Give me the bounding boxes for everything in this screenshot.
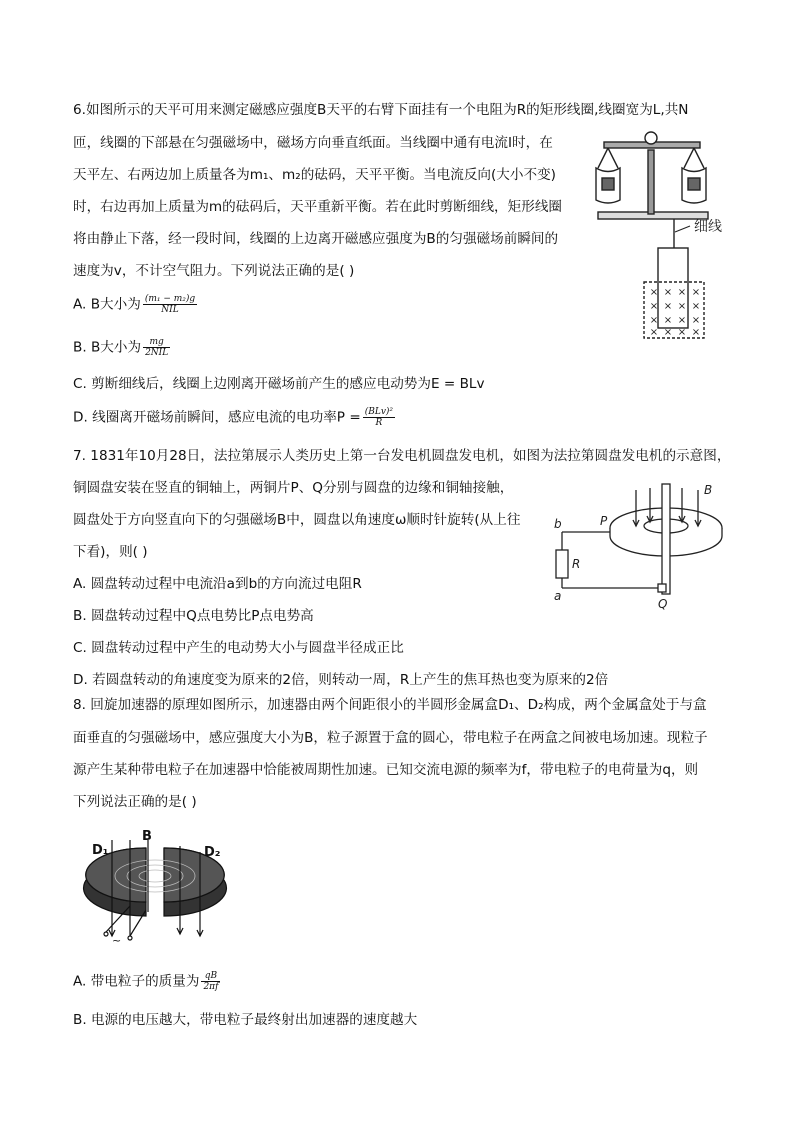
label-q: Q (658, 597, 668, 611)
label-d2: D₂ (204, 845, 221, 860)
thread-label: 细线 (694, 219, 722, 235)
svg-text:×: × (677, 287, 687, 298)
q6-option-d-numerator: (BLv)² (364, 407, 394, 417)
q6-option-b-fraction (143, 337, 170, 358)
svg-text:×: × (649, 315, 659, 326)
q7-option-b: B. 圆盘转动过程中Q点电势比P点电势高 (73, 608, 314, 624)
svg-text:×: × (677, 327, 687, 338)
label-r: R (572, 557, 581, 571)
q6-option-d-fraction (363, 407, 395, 428)
balance-figure (578, 120, 738, 345)
svg-text:×: × (691, 287, 701, 298)
q6-option-c: C. 剪断细线后，线圈上边刚离开磁场前产生的感应电动势为E = BLv (73, 376, 485, 392)
q8-option-a-fraction (201, 971, 220, 992)
q7-option-d: D. 若圆盘转动的角速度变为原来的2倍，则转动一周，R上产生的焦耳热也变为原来的2倍 (73, 672, 609, 688)
q6-option-d (73, 407, 395, 428)
q7-line-4: 下看)，则( ) (73, 544, 148, 560)
svg-text:×: × (663, 315, 673, 326)
svg-text:×: × (677, 301, 687, 312)
q8-option-b: B. 电源的电压越大，带电粒子最终射出加速器的速度越大 (73, 1012, 418, 1028)
svg-text:×: × (663, 301, 673, 312)
svg-text:×: × (663, 287, 673, 298)
q8-option-a (73, 971, 220, 992)
q6-option-b-numerator: mg (143, 337, 170, 348)
label-ac-source: ~ (112, 934, 122, 947)
q8-line-4: 下列说法正确的是( ) (73, 794, 197, 810)
label-a: a (554, 589, 562, 603)
svg-text:×: × (663, 327, 673, 338)
q8-option-a-denominator: 2πf (203, 982, 219, 992)
q8-line-1: 8. 回旋加速器的原理如图所示，加速器由两个间距很小的半圆形金属盒D₁、D₂构成，两个金属盒处于与盒 (73, 697, 707, 713)
q6-line-4: 时，右边再加上质量为m的砝码后，天平重新平衡。若在此时剪断细线，矩形线圈 (73, 199, 563, 215)
q6-option-a-fraction (143, 294, 197, 315)
q6-line-1: 6.如图所示的天平可用来测定磁感应强度B天平的右臂下面挂有一个电阻为R的矩形线圈,线圈宽为L,共N (73, 102, 689, 118)
q7-line-3: 圆盘处于方向竖直向下的匀强磁场B中，圆盘以角速度ω顺时针旋转(从上往 (73, 512, 521, 528)
svg-text:×: × (677, 315, 687, 326)
q6-option-a (73, 294, 197, 315)
q6-option-b-denominator: 2NIL (145, 348, 169, 358)
q6-option-a-numerator: (m₁ − m₂)g (144, 294, 196, 304)
q8-option-a-numerator: qB (201, 971, 220, 982)
q6-line-5: 将由静止下落，经一段时间，线圈的上边离开磁感应强度为B的匀强磁场前瞬间的 (73, 231, 559, 247)
cyclotron-figure (80, 826, 240, 948)
q6-option-d-denominator: R (375, 418, 383, 428)
q6-option-b (73, 337, 170, 358)
q7-line-1: 7. 1831年10月28日，法拉第展示人类历史上第一台发电机圆盘发电机，如图为法拉第圆盘发电机的示意图， (73, 448, 731, 464)
q6-line-6: 速度为v，不计空气阻力。下列说法正确的是( ) (73, 263, 355, 279)
q6-option-a-text: A. B大小为 (73, 296, 141, 313)
svg-text:×: × (649, 301, 659, 312)
q8-option-a-text: A. 带电粒子的质量为 (73, 973, 200, 990)
q8-line-2: 面垂直的匀强磁场中，感应强度大小为B，粒子源置于盒的圆心，带电粒子在两盒之间被电场加速。现粒子 (73, 730, 708, 746)
q6-option-d-text: D. 线圈离开磁场前瞬间，感应电流的电功率P = (73, 409, 361, 426)
svg-text:×: × (649, 327, 659, 338)
label-field-b: B (142, 829, 152, 844)
svg-text:×: × (691, 301, 701, 312)
svg-text:×: × (691, 315, 701, 326)
q6-option-a-denominator: NIL (161, 305, 179, 315)
faraday-disc-figure (548, 478, 738, 612)
q7-option-c: C. 圆盘转动过程中产生的电动势大小与圆盘半径成正比 (73, 640, 404, 656)
label-d1: D₁ (92, 843, 109, 858)
q6-line-2: 匝，线圈的下部悬在匀强磁场中，磁场方向垂直纸面。当线圈中通有电流I时，在 (73, 135, 553, 151)
q7-option-a: A. 圆盘转动过程中电流沿a到b的方向流过电阻R (73, 576, 362, 592)
q7-line-2: 铜圆盘安装在竖直的铜轴上，两铜片P、Q分别与圆盘的边缘和铜轴接触， (73, 480, 514, 496)
q6-line-3: 天平左、右两边加上质量各为m₁、m₂的砝码，天平平衡。当电流反向(大小不变) (73, 167, 556, 183)
label-b: b (554, 517, 562, 531)
q6-option-b-text: B. B大小为 (73, 339, 142, 356)
label-field-b: B (704, 483, 713, 497)
q8-line-3: 源产生某种带电粒子在加速器中恰能被周期性加速。已知交流电源的频率为f，带电粒子的电荷量为q，则 (73, 762, 699, 778)
label-p: P (600, 514, 608, 528)
svg-text:×: × (691, 327, 701, 338)
svg-text:×: × (649, 287, 659, 298)
